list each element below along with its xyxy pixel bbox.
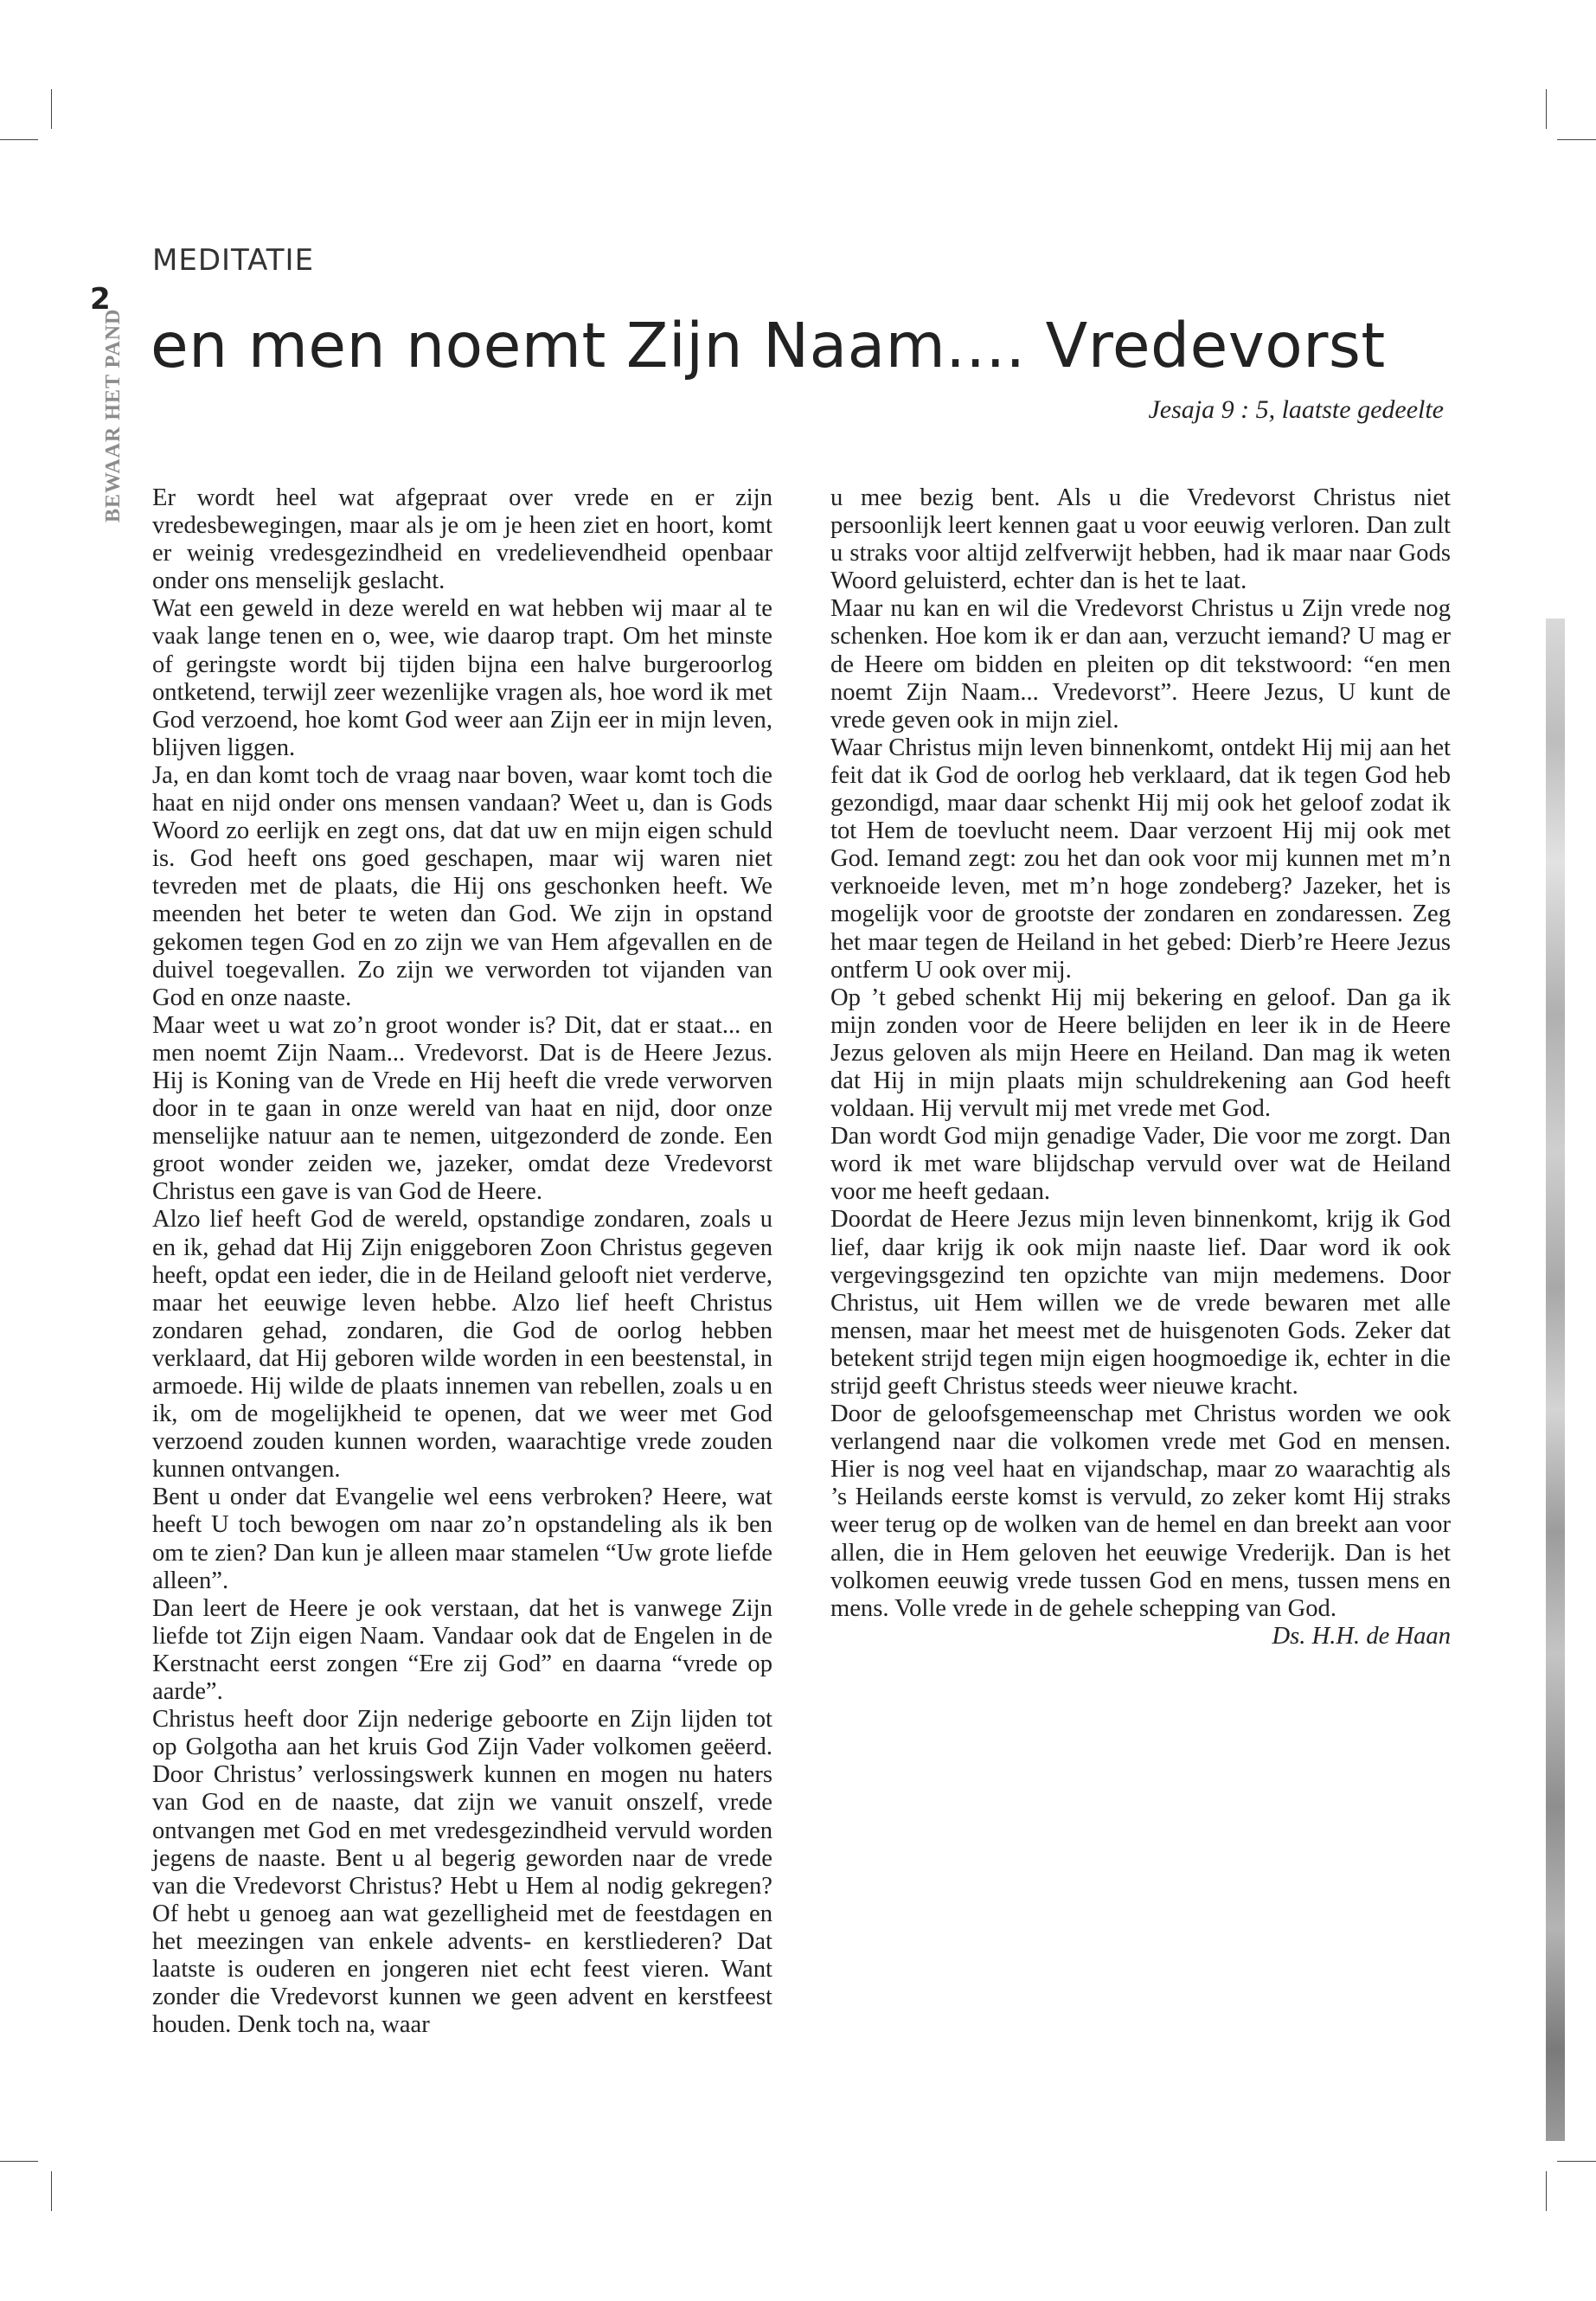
paragraph: Dan wordt God mijn genadige Vader, Die voor me zorgt. Dan word ik met ware blijdschap vervuld over wat de Heiland voor me heeft gedaan. — [830, 1123, 1451, 1206]
edge-photo-strip — [1546, 619, 1565, 2141]
paragraph: Bent u onder dat Evangelie wel eens verbroken? Heere, wat heeft U toch bewogen om naar zo’n opstandeling als ik ben om te zien? Dan kun je alleen maar stamelen “Uw grote liefde alleen”. — [152, 1484, 772, 1594]
crop-mark — [1546, 2171, 1547, 2211]
paragraph: Waar Christus mijn leven binnenkomt, ontdekt Hij mij aan het feit dat ik God de oorlog heb verklaard, dat ik tegen God heb gezondigd, maar daar schenkt Hij mij ook het geloof zodat ik tot Hem de toevlucht neem. Daar verzoent Hij mij ook met God. Iemand zegt: zou het dan ook voor mij kunnen met m’n verknoeide leven, met m’n hoge zondeberg? Jazeker, het is mogelijk voor de grootste der zondaren en zondaressen. Zeg het maar tegen de Heiland in het gebed: Dierb’re Heere Jezus ontferm U ook over mij. — [830, 734, 1451, 984]
text-column-left — [152, 484, 772, 2039]
author-signature: Ds. H.H. de Haan — [1272, 1622, 1451, 1650]
paragraph: Christus heeft door Zijn nederige geboorte en Zijn lijden tot op Golgotha aan het kruis God Zijn Vader volkomen geëerd. Door Christus’ verlossingswerk kunnen en mogen nu haters van God en de naaste, dat zijn we vanuit onszelf, vrede ontvangen met God en met vredesgezindheid vervuld worden jegens de naaste. Bent u al begerig geworden naar de vrede van die Vredevorst Christus? Hebt u Hem al nodig gekregen? Of hebt u genoeg aan wat gezelligheid met de feestdagen en het meezingen van enkele advents- en kerstliederen? Dat laatste is ouderen en jongeren niet echt feest vieren. Want zonder die Vredevorst kunnen we geen advent en kerstfeest houden. Denk toch na, waar — [152, 1706, 772, 2039]
crop-mark — [0, 2161, 38, 2162]
crop-mark — [51, 89, 52, 129]
paragraph: Ja, en dan komt toch de vraag naar boven, waar komt toch die haat en nijd onder ons mensen vandaan? Weet u, dan is Gods Woord zo eerlijk en zegt ons, dat dat uw en mijn eigen schuld is. God heeft ons goed geschapen, maar wij waren niet tevreden met de plaats, die Hij ons geschonken heeft. We meenden het beter te weten dan God. We zijn in opstand gekomen tegen God en zo zijn we van Hem afgevallen en de duivel toegevallen. Zo zijn we verworden tot vijanden van God en onze naaste. — [152, 761, 772, 1011]
paragraph: Wat een geweld in deze wereld en wat hebben wij maar al te vaak lange tenen en o, wee, wie daarop trapt. Om het minste of geringste wordt bij tijden bijna een halve burgeroorlog ontketend, terwijl zeer wezenlijke vragen als, hoe word ik met God verzoend, hoe komt God weer aan Zijn eer in mijn leven, blijven liggen. — [152, 595, 772, 761]
article-title: en men noemt Zijn Naam.... Vredevorst — [151, 310, 1386, 381]
paragraph: Alzo lief heeft God de wereld, opstandige zondaren, zoals u en ik, gehad dat Hij Zijn eniggeboren Zoon Christus gegeven heeft, opdat een ieder, die in de Heiland gelooft niet verderve, maar het eeuwige leven hebbe. Alzo lief heeft Christus zondaren gehad, zondaren, die God de oorlog hebben verklaard, dat Hij geboren wilde worden in een beestenstal, in armoede. Hij wilde de plaats innemen van rebellen, zoals u en ik, om de mogelijkheid te openen, dat we weer met God verzoend zouden kunnen worden, waarachtige vrede zouden kunnen ontvangen. — [152, 1206, 772, 1484]
paragraph: Maar nu kan en wil die Vredevorst Christus u Zijn vrede nog schenken. Hoe kom ik er dan aan, verzucht iemand? U mag er de Heere om bidden en pleiten op dit tekstwoord: “en men noemt Zijn Naam... Vredevorst”. Heere Jezus, U kunt de vrede geven ook in mijn ziel. — [830, 595, 1451, 734]
spine-text: BEWAAR HET PAND — [102, 308, 125, 522]
paragraph: Op ’t gebed schenkt Hij mij bekering en geloof. Dan ga ik mijn zonden voor de Heere belijden en leer ik in de Heere Jezus geloven als mijn Heere en Heiland. Dan mag ik weten dat Hij in mijn plaats mijn schuldrekening aan God heeft voldaan. Hij vervult mij met vrede met God. — [830, 984, 1451, 1123]
bible-reference: Jesaja 9 : 5, laatste gedeelte — [1148, 395, 1444, 424]
paragraph: Door de geloofsgemeenschap met Christus worden we ook verlangend naar die volkomen vrede met God en mensen. Hier is nog veel haat en vijandschap, maar zo waarachtig als ’s Heilands eerste komst is vervuld, zo zeker komt Hij straks weer terug op de wolken van de hemel en dan breekt aan voor allen, die in Hem geloven het eeuwige Vrederijk. Dan is het volkomen eeuwig vrede tussen God en mens, tussen mens en mens. Volle vrede in de gehele schepping van God. — [830, 1400, 1451, 1622]
paragraph: Maar weet u wat zo’n groot wonder is? Dit, dat er staat... en men noemt Zijn Naam... Vredevorst. Dat is de Heere Jezus. Hij is Koning van de Vrede en Hij heeft die vrede verworven door in te gaan in onze wereld van haat en nijd, door onze menselijke natuur aan te nemen, uitgezonderd de zonde. Een groot wonder zeiden we, jazeker, omdat deze Vredevorst Christus een gave is van God de Heere. — [152, 1011, 772, 1206]
crop-mark — [0, 139, 38, 140]
crop-mark — [1546, 89, 1547, 129]
crop-mark — [1557, 2161, 1596, 2162]
text-column-right — [830, 484, 1451, 1650]
paragraph: Er wordt heel wat afgepraat over vrede en er zijn vredesbewegingen, maar als je om je heen ziet en hoort, komt er weinig vredesgezindheid en vredelievendheid openbaar onder ons menselijk geslacht. — [152, 484, 772, 595]
paragraph: Doordat de Heere Jezus mijn leven binnenkomt, krijg ik God lief, daar krijg ik ook mijn naaste lief. Daar word ik ook vergevingsgezind ten opzichte van mijn medemens. Door Christus, uit Hem willen we de vrede bewaren met alle mensen, maar het meest met de huisgenoten Gods. Zeker dat betekent strijd tegen mijn eigen hoogmoedige ik, echter in die strijd geeft Christus steeds weer nieuwe kracht. — [830, 1206, 1451, 1400]
paragraph: Dan leert de Heere je ook verstaan, dat het is vanwege Zijn liefde tot Zijn eigen Naam. Vandaar ook dat de Engelen in de Kerstnacht eerst zongen “Ere zij God” en daarna “vrede op aarde”. — [152, 1594, 772, 1706]
crop-mark — [51, 2171, 52, 2211]
crop-mark — [1557, 139, 1596, 140]
page-number: 2 — [90, 282, 111, 317]
paragraph: u mee bezig bent. Als u die Vredevorst Christus niet persoonlijk leert kennen gaat u voor eeuwig verloren. Dan zult u straks voor altijd zelfverwijt hebben, had ik maar naar Gods Woord geluisterd, echter dan is het te laat. — [830, 484, 1451, 595]
section-label: MEDITATIE — [152, 243, 315, 278]
